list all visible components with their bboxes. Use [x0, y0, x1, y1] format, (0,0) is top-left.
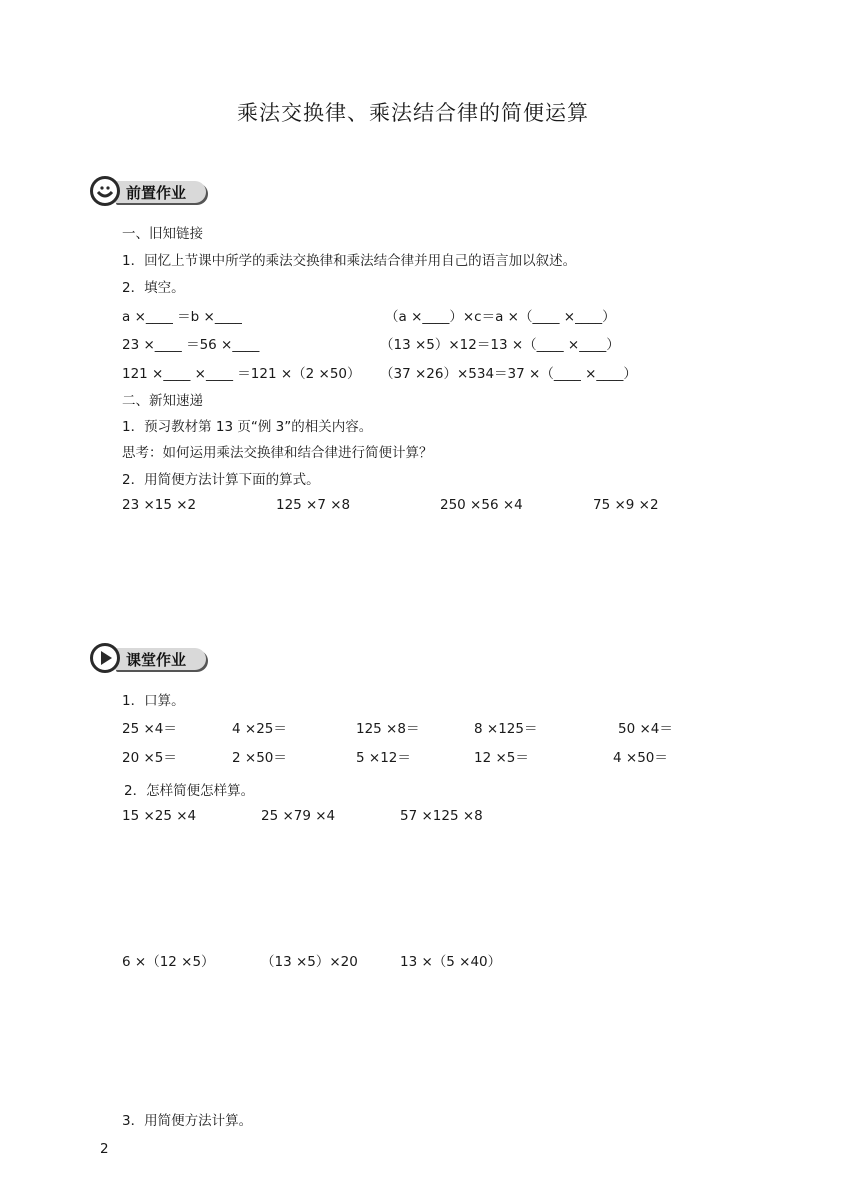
simplify-r1-c1: 15 ×25 ×4	[122, 808, 197, 824]
question-4: 2．用简便方法计算下面的算式。	[122, 472, 320, 488]
section-badge-preview	[90, 176, 210, 210]
fill-right-2: （13 ×5）×12＝13 ×（____ ×____）	[380, 337, 620, 353]
oral-r2-c4: 12 ×5＝	[474, 750, 529, 766]
oral-r2-c1: 20 ×5＝	[122, 750, 177, 766]
simplify-r1-c3: 57 ×125 ×8	[400, 808, 483, 824]
badge-label: 课堂作业	[126, 651, 187, 669]
classwork-q3: 3．用简便方法计算。	[122, 1113, 253, 1129]
classwork-q1: 1．口算。	[122, 693, 185, 709]
fill-left-2: 23 ×____ ＝56 ×____	[122, 337, 260, 353]
badge-label: 前置作业	[126, 184, 187, 202]
part2-heading: 二、新知速递	[122, 393, 203, 409]
simplify-r1-c2: 25 ×79 ×4	[261, 808, 336, 824]
simplify-r2-c1: 6 ×（12 ×5）	[122, 954, 215, 970]
part1-heading: 一、旧知链接	[122, 226, 203, 242]
fill-left-3: 121 ×____ ×____ ＝121 ×（2 ×50）	[122, 366, 361, 382]
smile-icon	[90, 176, 120, 206]
oral-r2-c2: 2 ×50＝	[232, 750, 287, 766]
question-3: 1．预习教材第 13 页“例 3”的相关内容。	[122, 419, 373, 435]
calc-3: 250 ×56 ×4	[440, 497, 523, 513]
classwork-q2: 2．怎样简便怎样算。	[124, 783, 255, 799]
oral-r1-c3: 125 ×8＝	[356, 721, 420, 737]
play-icon	[90, 643, 120, 673]
question-2: 2．填空。	[122, 280, 185, 296]
fill-right-3: （37 ×26）×534＝37 ×（____ ×____）	[380, 366, 637, 382]
think-prompt: 思考：如何运用乘法交换律和结合律进行简便计算？	[122, 445, 433, 461]
question-1: 1．回忆上节课中所学的乘法交换律和乘法结合律并用自己的语言加以叙述。	[122, 253, 577, 269]
oral-r2-c3: 5 ×12＝	[356, 750, 411, 766]
page-number: 2	[100, 1141, 109, 1157]
fill-left-1: a ×____ ＝b ×____	[122, 309, 242, 325]
calc-2: 125 ×7 ×8	[276, 497, 351, 513]
oral-r1-c1: 25 ×4＝	[122, 721, 177, 737]
oral-r2-c5: 4 ×50＝	[613, 750, 668, 766]
calc-4: 75 ×9 ×2	[593, 497, 659, 513]
calc-1: 23 ×15 ×2	[122, 497, 197, 513]
fill-right-1: （a ×____）×c＝a ×（____ ×____）	[385, 309, 616, 325]
section-badge-classwork	[90, 643, 210, 677]
simplify-r2-c3: 13 ×（5 ×40）	[400, 954, 502, 970]
page-title: 乘法交换律、乘法结合律的简便运算	[237, 101, 589, 125]
oral-r1-c5: 50 ×4＝	[618, 721, 673, 737]
simplify-r2-c2: （13 ×5）×20	[261, 954, 358, 970]
oral-r1-c2: 4 ×25＝	[232, 721, 287, 737]
oral-r1-c4: 8 ×125＝	[474, 721, 538, 737]
